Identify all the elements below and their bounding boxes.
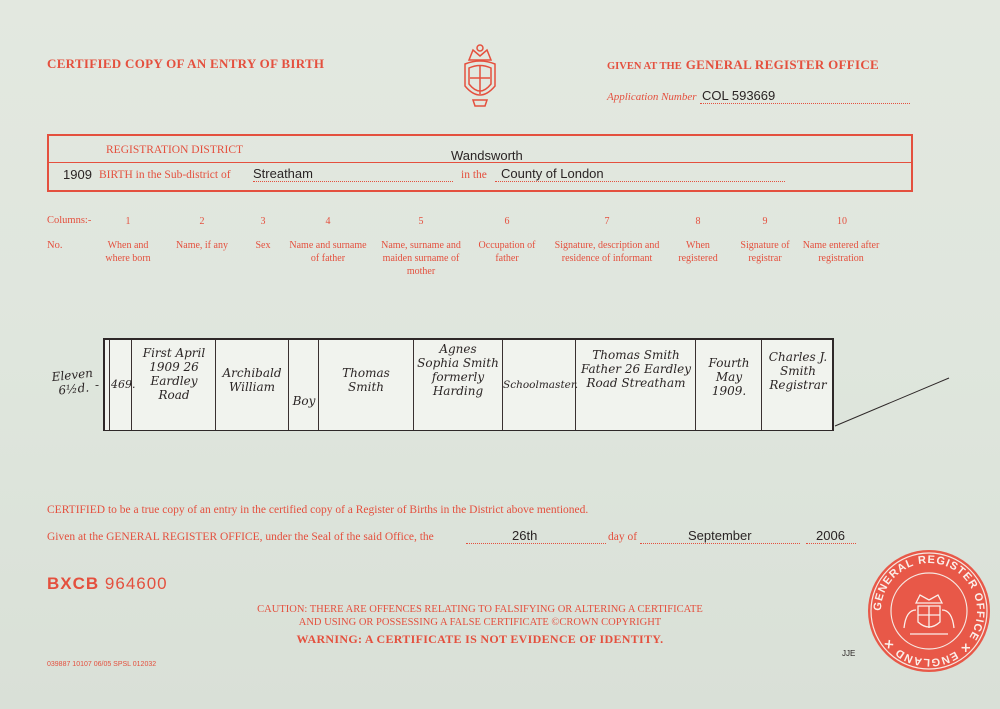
entry-when-born: First April 1909 26 Eardley Road bbox=[142, 346, 206, 402]
column-number-10: 10 bbox=[837, 216, 847, 227]
certification-month-field: September bbox=[640, 527, 800, 544]
subdistrict-label: BIRTH in the Sub-district of bbox=[99, 169, 231, 181]
issuer-initials: JJE bbox=[842, 649, 856, 658]
entry-dash: - bbox=[94, 378, 100, 392]
application-number-label: Application Number bbox=[607, 91, 697, 103]
column-number-6: 6 bbox=[504, 216, 510, 227]
number-label: No. bbox=[47, 240, 63, 251]
seal-text: GENERAL REGISTER OFFICE ✕ ENGLAND ✕ bbox=[871, 553, 987, 669]
entry-child-name: Archibald William bbox=[222, 366, 282, 394]
column-number-7: 7 bbox=[604, 216, 610, 227]
column-header-name-entered: Name entered after registration bbox=[802, 240, 880, 264]
register-entry-row bbox=[103, 338, 834, 431]
entry-number: 469. bbox=[111, 378, 136, 391]
column-number-8: 8 bbox=[695, 216, 701, 227]
certification-year-field: 2006 bbox=[806, 527, 856, 544]
certificate-serial: BXCB 964600 bbox=[47, 574, 168, 593]
certification-given-at: Given at the GENERAL REGISTER OFFICE, under the Seal of the said Office, the bbox=[47, 531, 434, 543]
column-number-4: 4 bbox=[325, 216, 331, 227]
column-number-3: 3 bbox=[260, 216, 266, 227]
column-header-registered: When registered bbox=[678, 240, 718, 264]
caution-notice: CAUTION: THERE ARE OFFENCES RELATING TO FALSIFYING OR ALTERING A CERTIFICATE AND USING OR POSSESSING A FALSE CERTIFICATE ©CROWN COPYRIGHT WARNING: A CERTIFICATE IS NOT EVIDENCE OF IDENTITY. bbox=[200, 603, 760, 646]
county-field: County of London bbox=[495, 165, 785, 182]
entry-mother: Agnes Sophia Smith formerly Harding bbox=[417, 342, 499, 398]
entry-sex: Boy bbox=[292, 394, 316, 408]
royal-crest-icon bbox=[455, 42, 505, 112]
column-number-1: 1 bbox=[125, 216, 131, 227]
column-header-informant: Signature, description and residence of informant bbox=[554, 240, 660, 264]
column-header-father: Name and surname of father bbox=[289, 240, 367, 264]
column-number-2: 2 bbox=[199, 216, 205, 227]
column-header-sex: Sex bbox=[255, 240, 271, 251]
column-number-5: 5 bbox=[418, 216, 424, 227]
column-number-9: 9 bbox=[762, 216, 768, 227]
registration-district-value: Wandsworth bbox=[451, 148, 523, 163]
registration-district-box bbox=[47, 134, 913, 192]
identity-warning: WARNING: A CERTIFICATE IS NOT EVIDENCE OF IDENTITY. bbox=[296, 632, 664, 646]
general-register-office-seal-icon bbox=[866, 548, 992, 674]
columns-label: Columns:- bbox=[47, 215, 92, 226]
certificate-title: CERTIFIED COPY OF AN ENTRY OF BIRTH bbox=[47, 56, 325, 71]
column-header-when-born: When and where born bbox=[105, 240, 151, 264]
entry-informant: Thomas Smith Father 26 Eardley Road Streatham bbox=[580, 348, 691, 390]
subdistrict-field: Streatham bbox=[253, 165, 453, 182]
issuing-office: GIVEN AT THE GENERAL REGISTER OFFICE bbox=[607, 57, 879, 72]
entry-when-registered: Fourth May 1909. bbox=[708, 356, 750, 398]
fee-annotation: Eleven 6½d. bbox=[50, 365, 94, 398]
application-number-field: COL 593669 bbox=[700, 87, 910, 104]
entry-registrar: Charles J. Smith Registrar bbox=[768, 350, 828, 392]
entry-father: Thomas Smith bbox=[342, 366, 390, 394]
entry-occupation: Schoolmaster. bbox=[503, 379, 579, 391]
column-header-registrar: Signature of registrar bbox=[740, 240, 790, 264]
county-label: in the bbox=[461, 169, 487, 181]
certification-day-field: 26th bbox=[466, 527, 606, 544]
column-header-occupation: Occupation of father bbox=[478, 240, 536, 264]
blank-column-strike-line bbox=[831, 340, 951, 430]
birth-year: 1909 bbox=[63, 167, 92, 182]
certification-statement: CERTIFIED to be a true copy of an entry in the certified copy of a Register of Births in the District above mentioned. bbox=[47, 504, 589, 516]
registration-district-label: REGISTRATION DISTRICT bbox=[106, 144, 244, 156]
form-code: 039887 10107 06/05 SPSL 012032 bbox=[47, 661, 157, 668]
column-header-mother: Name, surname and maiden surname of mother bbox=[381, 240, 461, 277]
certification-day-label: day of bbox=[608, 531, 638, 543]
column-header-name: Name, if any bbox=[176, 240, 228, 251]
